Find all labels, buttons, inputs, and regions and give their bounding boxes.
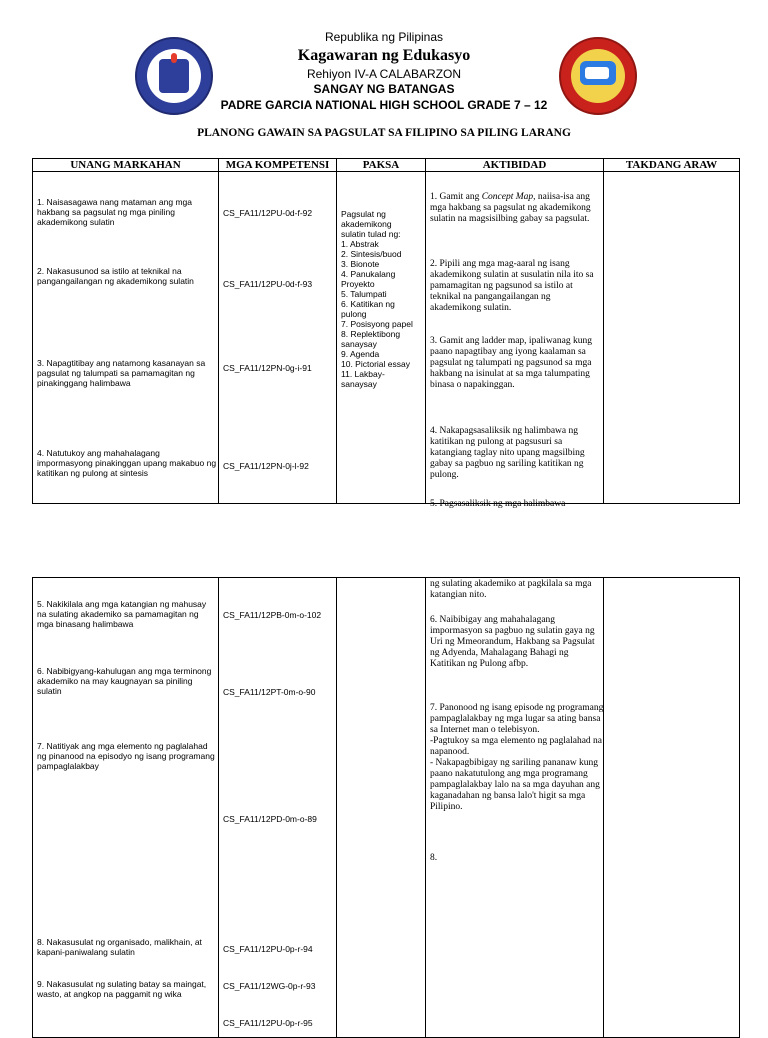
activity-2: 2. Pipili ang mga mag-aaral ng isang akademikong sulatin at susulatin nila ito sa pamamagitan ng pagsunod sa istilo at teknikal na pangangailangan ng akademikong sulatin. (430, 259, 594, 313)
activity-5: 5. Pagsasaliksik ng mga halimbawa (430, 499, 566, 509)
activities-cell (426, 172, 604, 509)
takdang-araw-cell (604, 578, 740, 1038)
competency-code: CS_FA11/12PU-0p-r-94 (223, 944, 313, 954)
header-division: SANGAY NG BATANGAS (313, 82, 455, 96)
activity-5-continued: ng sulating akademiko at pagkilala sa mga katangian nito. (430, 579, 592, 600)
competency-code: CS_FA11/12PD-0m-o-89 (223, 814, 317, 824)
competency-2: 2. Nakasusunod sa istilo at teknikal na pangangailangan ng akademikong sulatin (37, 266, 194, 286)
competency-code: CS_FA11/12PB-0m-o-102 (223, 610, 322, 620)
activity-1: 1. Gamit ang Concept Map, naiisa-isa ang mga hakbang sa pagsulat ng akademikong sulatin na magsisilbing gabay sa pagsulat. (430, 192, 591, 224)
competency-code: CS_FA11/12WG-0p-r-93 (223, 981, 316, 991)
competency-8: 8. Nakasusulat ng organisado, malikhain, at kapani-paniwalang sulatin (37, 937, 202, 957)
competency-code: CS_FA11/12PT-0m-o-90 (223, 687, 316, 697)
activity-3: 3. Gamit ang ladder map, ipaliwanag kung paano napagtibay ang iyong kaalaman sa pagsulat ng talumpati ng pagsunod sa mga hakbang na isinulat at sa mga talumpating binasa o napakinggan. (430, 336, 592, 390)
table-row (33, 578, 740, 1038)
document-header (0, 0, 768, 160)
competencies-cell (33, 578, 219, 1038)
competency-7: 7. Natitiyak ang mga elemento ng paglalahad ng pinanood na episodyo ng isang programang pampaglalakbay (37, 741, 215, 771)
competency-3: 3. Napagtitibay ang natamong kasanayan sa pagsulat ng talumpati sa pamamagitan ng pinakinggang halimbawa (37, 358, 206, 388)
competency-code: CS_FA11/12PN-0g-i-91 (223, 363, 312, 373)
competency-5: 5. Nakikilala ang mga katangian ng mahusay na sulating akademiko sa pamamagitan ng mga binasang halimbawa (37, 599, 207, 629)
header-republic: Republika ng Pilipinas (324, 30, 444, 44)
takdang-araw-cell (604, 172, 740, 504)
competency-1: 1. Naisasagawa nang mataman ang mga hakbang sa pagsulat ng mga piniling akademikong sulatin (37, 197, 192, 227)
paksa-text: Pagsulat ng akademikong sulatin tulad ng: 1. Abstrak 2. Sintesis/buod 3. Bionote 4. Panukalang Proyekto 5. Talumpati 6. Katitikan ng pulong 7. Posisyong papel 8. Replektibong sanaysay 9. Agenda 10. Pictorial essay 11. Lakbay- sanaysay (341, 209, 413, 389)
plan-table-page2 (32, 577, 740, 1038)
plan-title: PLANONG GAWAIN SA PAGSULAT SA FILIPINO SA PILING LARANG (197, 127, 571, 139)
header-unang-markahan: UNANG MARKAHAN (33, 159, 219, 172)
header-paksa: PAKSA (337, 159, 426, 172)
header-school: PADRE GARCIA NATIONAL HIGH SCHOOL GRADE 7 – 12 (220, 98, 548, 112)
header-aktibidad: AKTIBIDAD (426, 159, 604, 172)
paksa-cell (337, 172, 426, 504)
codes-cell (219, 578, 337, 1038)
paksa-cell (337, 578, 426, 1038)
activities-cell (426, 578, 604, 1038)
competency-6: 6. Nabibigyang-kahulugan ang mga terminong akademiko na may kaugnayan sa piniling sulatin (37, 666, 212, 696)
header-mga-kompetensi: MGA KOMPETENSI (219, 159, 337, 172)
header-department: Kagawaran ng Edukasyo (297, 47, 471, 64)
competency-9: 9. Nakasusulat ng sulating batay sa maingat, wasto, at angkop na paggamit ng wika (37, 979, 207, 999)
table-header-row (33, 159, 740, 172)
competency-code: CS_FA11/12PU-0d-f-92 (223, 208, 313, 218)
header-takdang-araw: TAKDANG ARAW (604, 159, 740, 172)
plan-table-page1 (32, 158, 740, 509)
activity-6: 6. Naibibigay ang mahahalagang impormasyon sa pagbuo ng sulatin gaya ng Uri ng Mmeorandum, Hakbang sa Pagsulat ng Adyenda, Mahalagang Bahagi ng Katitikan ng Pulong afbp. (430, 615, 595, 669)
activity-7: 7. Panonood ng isang episode ng programang pampaglalakbay ng mga lugar sa ating bansa sa Internet man o telebisyon. -Pagtukoy sa mga elemento ng paglalahad na napanood. - Nakapagbibigay ng sariling pananaw kung paano nakatutulong ang mga programang pampaglalakbay lalo na sa mga dayuhan ang kaganadahan ng bansa lalo't higit sa mga Pilipino. (430, 703, 604, 812)
codes-cell (219, 172, 337, 504)
competency-code: CS_FA11/12PN-0j-l-92 (223, 461, 309, 471)
competency-code: CS_FA11/12PU-0d-f-93 (223, 279, 313, 289)
table-row (33, 172, 740, 504)
activity-4: 4. Nakapagsasaliksik ng halimbawa ng katitikan ng pulong at pagsusuri sa katangiang taglay nito upang magsilbing gabay sa pagbuo ng sariling katitikan ng pulong. (430, 426, 585, 480)
competency-4: 4. Natutukoy ang mahahalagang impormasyong pinakinggan upang makabuo ng katitikan ng pulong at sintesis (37, 448, 217, 478)
header-region: Rehiyon IV-A CALABARZON (306, 67, 462, 81)
activity-8: 8. (430, 853, 438, 863)
competencies-cell (33, 172, 219, 504)
competency-code: CS_FA11/12PU-0p-r-95 (223, 1018, 313, 1028)
